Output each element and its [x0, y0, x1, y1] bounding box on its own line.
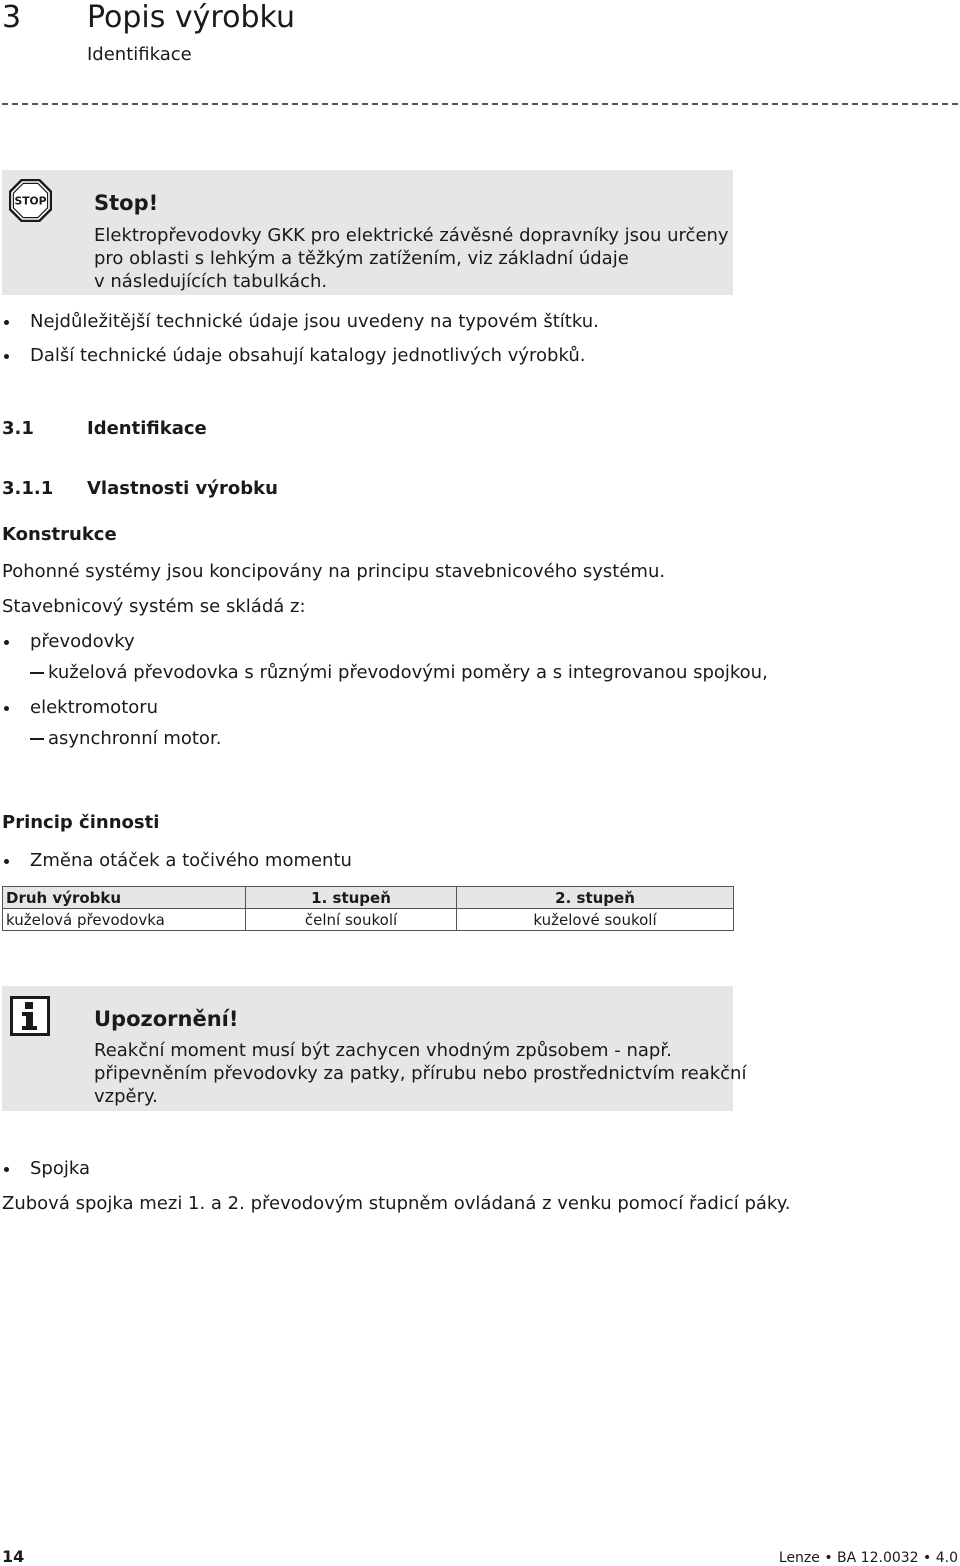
- gear-stage-table: [2, 886, 734, 931]
- table-header-row: [3, 887, 734, 909]
- spojka-bullet: Spojka: [30, 1158, 91, 1179]
- table-header-cell: 2. stupeň: [457, 887, 734, 909]
- bullet-dot: [4, 354, 9, 359]
- subsection-title: Vlastnosti výrobku: [87, 478, 278, 499]
- info-note-line: vzpěry.: [94, 1086, 158, 1107]
- stop-note-title: Stop!: [94, 191, 159, 215]
- table-cell: čelní soukolí: [246, 909, 457, 931]
- bullet-dot: [4, 320, 9, 325]
- table-row: [3, 909, 734, 931]
- konstrukce-para: Stavebnicový systém se skládá z:: [2, 596, 306, 617]
- table-cell: kuželové soukolí: [457, 909, 734, 931]
- header-divider: [2, 103, 958, 105]
- bullet-dot: [4, 640, 9, 645]
- header-subtitle: Identifikace: [87, 44, 192, 65]
- stop-sign-icon: [9, 179, 52, 222]
- chapter-title: Popis výrobku: [87, 0, 295, 35]
- table-header-cell: Druh výrobku: [3, 887, 246, 909]
- bullet-dot: [4, 859, 9, 864]
- component-subitem: asynchronní motor.: [48, 728, 222, 749]
- component-item: elektromotoru: [30, 697, 159, 718]
- page-number: 14: [2, 1547, 25, 1566]
- table-cell: kuželová převodovka: [3, 909, 246, 931]
- subsection-number: 3.1.1: [2, 478, 54, 499]
- info-note-title: Upozornění!: [94, 1007, 239, 1031]
- section-title: Identifikace: [87, 418, 207, 439]
- konstrukce-heading: Konstrukce: [2, 524, 117, 545]
- doc-reference: Lenze • BA 12.0032 • 4.0: [778, 1550, 958, 1566]
- table-header-cell: 1. stupeň: [246, 887, 457, 909]
- princip-bullet: Změna otáček a točivého momentu: [30, 850, 352, 871]
- konstrukce-para: Pohonné systémy jsou koncipovány na principu stavebnicového systému.: [2, 561, 666, 582]
- stop-note-line: pro oblasti s lehkým a těžkým zatížením, viz základní údaje: [94, 248, 629, 269]
- intro-bullet: Nejdůležitější technické údaje jsou uvedeny na typovém štítku.: [30, 311, 599, 332]
- info-note-line: Reakční moment musí být zachycen vhodným způsobem - např.: [94, 1040, 672, 1061]
- dash-marker: [30, 738, 44, 740]
- spojka-para: Zubová spojka mezi 1. a 2. převodovým stupněm ovládaná z venku pomocí řadicí páky.: [2, 1193, 791, 1214]
- section-number: 3.1: [2, 418, 34, 439]
- dash-marker: [30, 672, 44, 674]
- chapter-number: 3: [2, 0, 22, 35]
- info-note-line: připevněním převodovky za patky, přírubu nebo prostřednictvím reakční: [94, 1063, 747, 1084]
- bullet-dot: [4, 706, 9, 711]
- bullet-dot: [4, 1167, 9, 1172]
- intro-bullet: Další technické údaje obsahují katalogy jednotlivých výrobků.: [30, 345, 586, 366]
- info-icon: [10, 996, 50, 1036]
- svg-text:STOP: STOP: [14, 194, 47, 208]
- princip-heading: Princip činnosti: [2, 812, 160, 833]
- stop-note-line: Elektropřevodovky GKK pro elektrické závěsné dopravníky jsou určeny: [94, 225, 729, 246]
- component-item: převodovky: [30, 631, 135, 652]
- stop-note-line: v následujících tabulkách.: [94, 271, 328, 292]
- component-subitem: kuželová převodovka s různými převodovými poměry a s integrovanou spojkou,: [48, 662, 768, 683]
